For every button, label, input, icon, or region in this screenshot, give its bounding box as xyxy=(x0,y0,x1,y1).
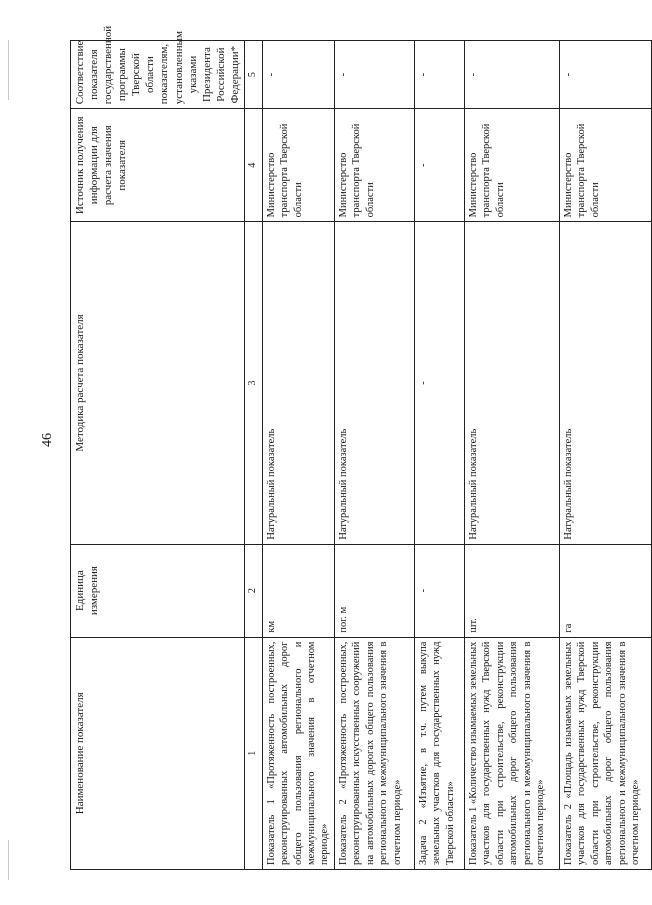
indicator-source: Министерство транспорта Тверской области xyxy=(464,109,559,222)
header-unit: Единица измерения xyxy=(71,544,245,637)
column-number-row xyxy=(244,41,262,870)
indicator-name: Показатель 2 «Площадь изымаемых земельных участков для государственных нужд Тверской области при строительстве, реконструкции автомобильных дорог общего пользования регионального и межмуниципального значения в отчетном периоде» xyxy=(559,637,651,869)
table-row xyxy=(262,41,334,870)
indicator-method: Натуральный показатель xyxy=(559,222,651,544)
indicator-name: Показатель 1 «Количество изымаемых земельных участков для государственных нужд Тверской области при строительстве, реконструкции автомобильных дорог общего пользования регионального и межмуниципального значения в отчетном периоде» xyxy=(464,637,559,869)
column-number: 3 xyxy=(244,222,262,544)
indicator-source: Министерство транспорта Тверской области xyxy=(334,109,414,222)
indicator-unit: - xyxy=(414,544,464,637)
indicator-name: Показатель 2 «Протяженность построенных, реконструированных искусственных сооружений на автомобильных дорогах общего пользования регионального и межмуниципального значения в отчетном периоде» xyxy=(334,637,414,869)
column-number: 1 xyxy=(244,637,262,869)
header-method: Методика расчета показателя xyxy=(71,222,245,544)
header-name: Наименование показателя xyxy=(71,637,245,869)
indicator-method: Натуральный показатель xyxy=(334,222,414,544)
page-number: 46 xyxy=(40,433,55,447)
indicator-unit: га xyxy=(559,544,651,637)
column-number: 4 xyxy=(244,109,262,222)
indicator-method: - xyxy=(414,222,464,544)
header-match: Соответствие показателя государственной программы Тверской области показателям, установленным указами Президента Российской Федерации* xyxy=(71,41,245,109)
indicator-method: Натуральный показатель xyxy=(262,222,334,544)
task-name: Задача 2 «Изъятие, в т.ч. путем выкупа земельных участков для государственных нужд Тверской области» xyxy=(414,637,464,869)
indicator-source: - xyxy=(414,109,464,222)
indicator-unit: км xyxy=(262,544,334,637)
indicator-unit: пог. м xyxy=(334,544,414,637)
column-number: 5 xyxy=(244,41,262,109)
table-row xyxy=(464,41,559,870)
table-row xyxy=(334,41,414,870)
column-number: 2 xyxy=(244,544,262,637)
indicator-name: Показатель 1 «Протяженность построенных, реконструированных автомобильных дорог общего пользования регионального и межмуниципального значения в отчетном периоде» xyxy=(262,637,334,869)
indicator-match: - xyxy=(334,41,414,109)
header-source: Источник получения информации для расчета значения показателя xyxy=(71,109,245,222)
indicator-match: - xyxy=(414,41,464,109)
indicator-match: - xyxy=(262,41,334,109)
indicator-match: - xyxy=(464,41,559,109)
indicators-table xyxy=(70,25,652,870)
scan-edge-mark xyxy=(8,840,9,880)
indicator-source: Министерство транспорта Тверской области xyxy=(262,109,334,222)
table-header-row xyxy=(71,41,245,870)
scan-edge-mark xyxy=(8,40,9,100)
indicator-method: Натуральный показатель xyxy=(464,222,559,544)
indicator-match: - xyxy=(559,41,651,109)
indicator-unit: шт. xyxy=(464,544,559,637)
indicator-source: Министерство транспорта Тверской области xyxy=(559,109,651,222)
table-row xyxy=(414,41,464,870)
rotated-table-wrapper xyxy=(70,25,642,870)
table-row xyxy=(559,41,651,870)
